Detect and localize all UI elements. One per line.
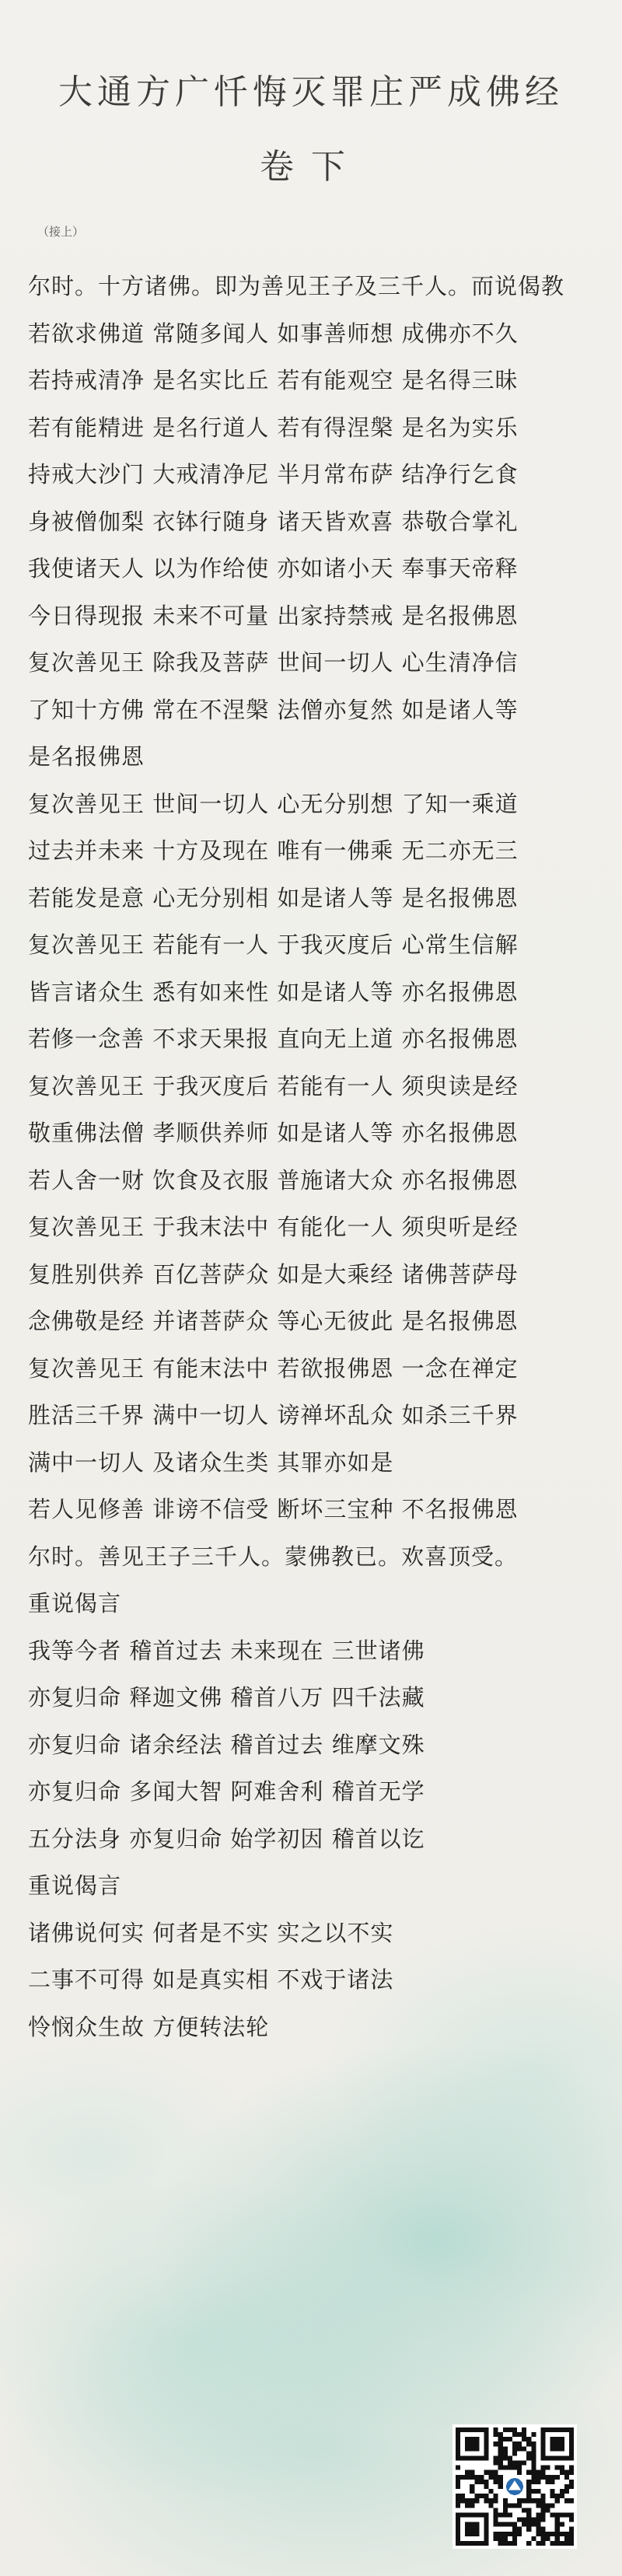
verse-line: 复次善见王 若能有一人 于我灭度后 心常生信解 [28, 931, 519, 958]
verse-line: 重说偈言 [28, 1590, 122, 1617]
verse-line: 复次善见王 于我灭度后 若能有一人 须臾读是经 [28, 1072, 519, 1099]
verse-line: 二事不可得 如是真实相 不戏于诸法 [28, 1966, 394, 1993]
verse-line: 皆言诸众生 悉有如来性 如是诸人等 亦名报佛恩 [28, 978, 519, 1005]
verse-line: 若有能精进 是名行道人 若有得涅槃 是名为实乐 [28, 414, 519, 441]
scripture-text [28, 263, 603, 2050]
verse-line: 我等今者 稽首过去 未来现在 三世诸佛 [28, 1637, 425, 1664]
verse-line: 五分法身 亦复归命 始学初因 稽首以讫 [28, 1825, 425, 1852]
verse-line: 过去并未来 十方及现在 唯有一佛乘 无二亦无三 [28, 837, 519, 864]
verse-line: 怜悯众生故 方便转法轮 [28, 2013, 270, 2040]
verse-line: 诸佛说何实 何者是不实 实之以不实 [28, 1919, 394, 1946]
verse-line: 若持戒清净 是名实比丘 若有能观空 是名得三昧 [28, 367, 519, 393]
qr-code-icon[interactable] [453, 2424, 577, 2549]
verse-line: 尔时。善见王子三千人。蒙佛教已。欢喜顶受。 [28, 1543, 519, 1570]
verse-line: 了知十方佛 常在不涅槃 法僧亦复然 如是诸人等 [28, 696, 519, 723]
qr-code-graphic [456, 2427, 574, 2546]
verse-line: 若欲求佛道 常随多闻人 如事善师想 成佛亦不久 [28, 320, 519, 347]
verse-line: 敬重佛法僧 孝顺供养师 如是诸人等 亦名报佛恩 [28, 1120, 519, 1146]
verse-line: 亦复归命 释迦文佛 稽首八万 四千法藏 [28, 1684, 425, 1711]
verse-line: 复胜别供养 百亿菩萨众 如是大乘经 诸佛菩萨母 [28, 1260, 519, 1288]
sutra-title: 大通方广忏悔灭罪庄严成佛经 [58, 72, 564, 112]
verse-line: 复次善见王 世间一切人 心无分别想 了知一乘道 [28, 790, 519, 817]
verse-line: 我使诸天人 以为作给使 亦如诸小天 奉事天帝释 [28, 555, 519, 582]
verse-line: 复次善见王 于我末法中 有能化一人 须臾听是经 [28, 1214, 519, 1240]
verse-line: 亦复归命 诸余经法 稽首过去 维摩文殊 [28, 1731, 425, 1758]
verse-line: 满中一切人 及诸众生类 其罪亦如是 [28, 1449, 394, 1476]
verse-line: 若能发是意 心无分别相 如是诸人等 是名报佛恩 [28, 884, 519, 911]
verse-line: 身被僧伽梨 衣钵行随身 诸天皆欢喜 恭敬合掌礼 [28, 508, 519, 535]
verse-line: 胜活三千界 满中一切人 谤禅坏乱众 如杀三千界 [28, 1402, 519, 1428]
verse-line: 尔时。十方诸佛。即为善见王子及三千人。而说偈教 [28, 273, 565, 299]
verse-line: 复次善见王 有能末法中 若欲报佛恩 一念在禅定 [28, 1354, 519, 1382]
verse-line: 今日得现报 未来不可量 出家持禁戒 是名报佛恩 [28, 602, 519, 629]
verse-line: 复次善见王 除我及菩萨 世间一切人 心生清净信 [28, 649, 519, 676]
verse-line: 若人舍一财 饮食及衣服 普施诸大众 亦名报佛恩 [28, 1166, 519, 1194]
verse-line: 念佛敬是经 并诸菩萨众 等心无彼此 是名报佛恩 [28, 1308, 519, 1334]
continued-note: （接上） [37, 225, 85, 239]
verse-line: 若人见修善 诽谤不信受 断坏三宝种 不名报佛恩 [28, 1496, 519, 1522]
verse-line: 持戒大沙门 大戒清净尼 半月常布萨 结净行乞食 [28, 461, 519, 488]
verse-line: 是名报佛恩 [28, 743, 145, 770]
verse-line: 亦复归命 多闻大智 阿难舍利 稽首无学 [28, 1778, 425, 1805]
verse-line: 重说偈言 [28, 1872, 122, 1899]
verse-line: 若修一念善 不求天果报 直向无上道 亦名报佛恩 [28, 1026, 519, 1052]
volume-title: 卷下 [260, 147, 362, 187]
